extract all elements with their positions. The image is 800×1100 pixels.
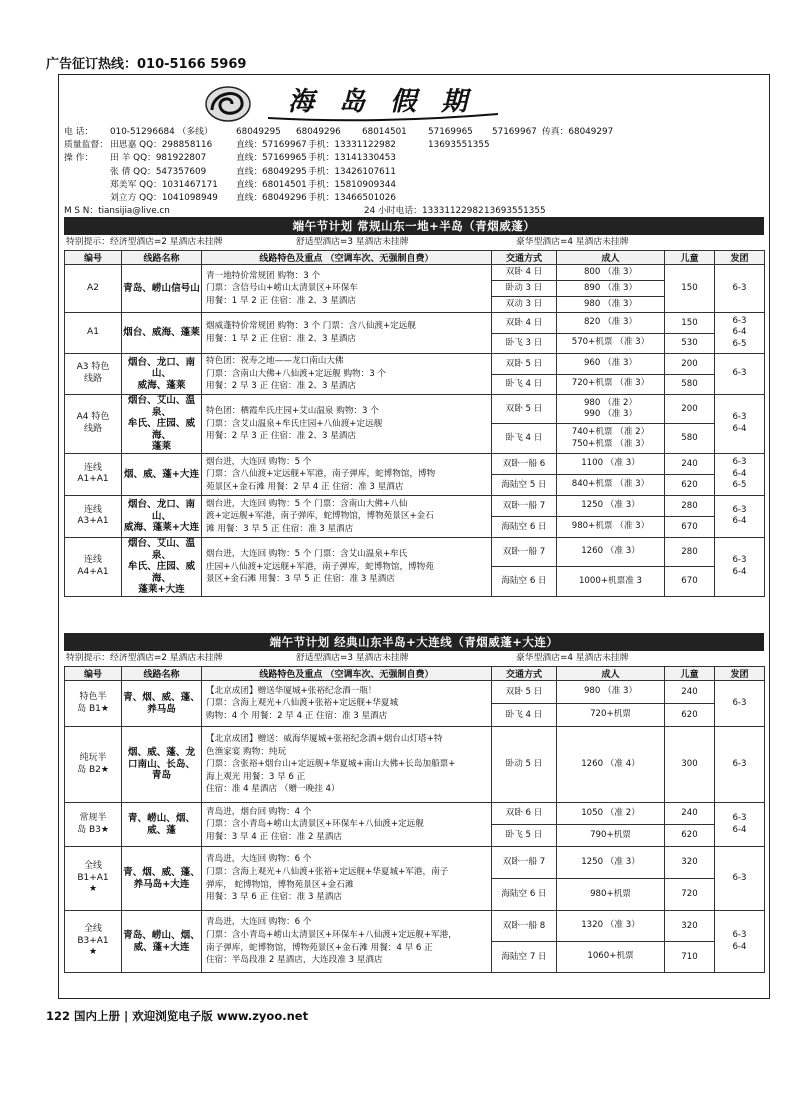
adult-price: 980+机票 xyxy=(557,879,665,911)
section-1-tip: 特别提示：经济型酒店=2 星酒店未挂牌 舒适型酒店=3 星酒店未挂牌 豪华型酒店=4 星酒店未挂牌 xyxy=(66,237,629,247)
route-features xyxy=(202,803,492,847)
route-name: 青岛、崂山、烟、 威、蓬+大连 xyxy=(122,911,202,973)
child-price: 620 xyxy=(665,474,715,495)
departure-date: 6-3 xyxy=(715,354,765,395)
contact-field: 直线： xyxy=(236,192,263,203)
child-price: 710 xyxy=(665,942,715,973)
child-price: 620 xyxy=(665,825,715,847)
adult-price: 790+机票 xyxy=(557,825,665,847)
contact-field: 直线： xyxy=(236,179,263,190)
route-code: 连线 A4+A1 xyxy=(65,537,122,596)
route-code: 连线 A3+A1 xyxy=(65,495,122,537)
departure-date: 6-3 xyxy=(715,727,765,803)
contact-field: 张 倩 QQ：547357609 xyxy=(110,166,207,177)
child-price: 280 xyxy=(665,537,715,566)
contact-field: 手机：13141330453 xyxy=(308,153,396,164)
adult-price: 820 （准 3） xyxy=(557,313,665,334)
column-header: 交通方式 xyxy=(492,251,557,265)
feature-line: 苑景区+金石滩 用餐：2 早 4 正 住宿：准 3 星酒店 xyxy=(206,481,404,492)
transport: 海陆空 6 日 xyxy=(492,516,557,537)
adult-price: 1260 （准 4） xyxy=(557,727,665,803)
child-price: 320 xyxy=(665,847,715,879)
feature-line: 用餐：1 早 2 正 住宿：准 2、3 星酒店 xyxy=(206,295,356,306)
table-row xyxy=(65,354,765,375)
child-price: 240 xyxy=(665,803,715,825)
adult-price: 720+机票 （准 3） xyxy=(557,374,665,395)
contact-field: 68049295 xyxy=(236,127,281,137)
contact-field: 57169967 xyxy=(262,140,307,151)
transport: 卧动 5 日 xyxy=(492,727,557,803)
feature-line: 特色团：祝寿之地——龙口南山大佛 xyxy=(206,356,344,367)
adult-price: 1320 （准 3） xyxy=(557,911,665,942)
transport: 双卧一船 7 xyxy=(492,537,557,566)
route-name: 烟台、艾山、温泉、 牟氏、庄园、威海、 蓬莱 xyxy=(122,395,202,454)
column-header: 交通方式 xyxy=(492,667,557,681)
table-row xyxy=(65,313,765,334)
child-price: 670 xyxy=(665,516,715,537)
page-footer: 122 国内上册 | 欢迎浏览电子版 www.zyoo.net xyxy=(46,1009,309,1023)
adult-price: 1100 （准 3） xyxy=(557,453,665,474)
adult-price: 1000+机票准 3 xyxy=(557,567,665,596)
contact-field: 操 作： xyxy=(64,153,94,164)
route-name: 青、崂山、烟、 威、蓬 xyxy=(122,803,202,847)
contact-field: 68049296 xyxy=(296,127,341,137)
section-1 xyxy=(64,217,764,597)
contact-field: 田 羊 QQ：981922807 xyxy=(110,153,207,164)
transport: 双卧 5 日 xyxy=(492,354,557,375)
transport: 海陆空 7 日 xyxy=(492,942,557,973)
feature-line: 用餐：2 早 3 正 住宿：准 2、3 星酒店 xyxy=(206,431,356,442)
column-header: 发团 xyxy=(715,251,765,265)
table-row xyxy=(65,495,765,516)
feature-line: 青岛进，大连回 购物：6 个 xyxy=(206,917,312,928)
column-header: 成人 xyxy=(557,251,665,265)
child-price: 240 xyxy=(665,453,715,474)
transport: 双动 3 日 xyxy=(492,297,557,313)
feature-line: 【北京成团】赠送：威海华厦城+张裕纪念酒+烟台山灯塔+特 xyxy=(206,734,443,745)
transport: 双卧 5 日 xyxy=(492,395,557,424)
child-price: 200 xyxy=(665,395,715,424)
route-name: 烟台、龙口、南山、 威海、蓬莱 xyxy=(122,354,202,395)
departure-date: 6-3 xyxy=(715,847,765,911)
child-price: 620 xyxy=(665,704,715,727)
feature-line: 住宿：准 4 星酒店 （赠一晚挂 4） xyxy=(206,784,340,795)
contact-field: 直线： xyxy=(236,166,263,177)
column-header: 线路名称 xyxy=(122,251,202,265)
transport: 卧飞 4 日 xyxy=(492,374,557,395)
transport: 海陆空 6 日 xyxy=(492,567,557,596)
route-features xyxy=(202,681,492,727)
column-header: 线路特色及重点 （空调车次、无强制自费） xyxy=(202,667,492,681)
feature-line: 用餐：3 早 4 正 住宿：准 2 星酒店 xyxy=(206,831,342,842)
contact-field: 手机：13331122982 xyxy=(308,140,396,151)
adult-price: 840+机票 （准 3） xyxy=(557,474,665,495)
table-row xyxy=(65,395,765,424)
feature-line: 烟威蓬特价常规团 购物：3 个 门票：含八仙渡+定远舰 xyxy=(206,321,416,332)
route-features xyxy=(202,453,492,495)
adult-price: 980 （准 3） xyxy=(557,681,665,704)
child-price: 280 xyxy=(665,495,715,516)
table-row xyxy=(65,727,765,803)
feature-line: 烟台进，大连回 购物：5 个 门票：含南山大佛+八仙 xyxy=(206,498,408,509)
column-header: 发团 xyxy=(715,667,765,681)
contact-field: M S N：tiansijia@live.cn xyxy=(64,206,170,217)
contact-field: 68049296 xyxy=(262,192,307,203)
route-name: 烟台、龙口、南山、 威海、蓬莱+大连 xyxy=(122,495,202,537)
adult-price: 720+机票 xyxy=(557,704,665,727)
feature-line: 门票：含南山大佛+八仙渡+定远舰 购物：3 个 xyxy=(206,368,387,379)
departure-date: 6-3 xyxy=(715,681,765,727)
ad-hotline: 广告征订热线：010-5166 5969 xyxy=(46,57,247,72)
child-price: 530 xyxy=(665,333,715,354)
feature-line: 门票：含海上观光+八仙渡+张裕+定远舰+华夏城 xyxy=(206,698,399,709)
table-row xyxy=(65,803,765,825)
transport: 双卧 4 日 xyxy=(492,313,557,334)
column-header: 成人 xyxy=(557,667,665,681)
feature-line: 门票：含海上观光+八仙渡+张裕+定远舰+华夏城+军港，南子 xyxy=(206,866,449,877)
feature-line: 用餐：3 早 6 正 住宿：准 3 星酒店 xyxy=(206,892,342,903)
feature-line: 门票：含小青岛+崂山太清景区+环保车+八仙渡+定远舰 xyxy=(206,819,424,830)
transport: 卧飞 4 日 xyxy=(492,704,557,727)
contact-field: 68014501 xyxy=(362,127,407,137)
transport: 双卧一船 7 xyxy=(492,495,557,516)
departure-date: 6-3 6-4 xyxy=(715,803,765,847)
feature-line: 【北京成团】赠送华厦城+张裕纪念酒一瓶！ xyxy=(206,685,377,696)
contact-field: 13693551355 xyxy=(484,206,546,217)
column-header: 编号 xyxy=(65,667,122,681)
transport: 双卧一船 8 xyxy=(492,911,557,942)
child-price: 240 xyxy=(665,681,715,704)
contact-field: 13693551355 xyxy=(428,140,490,151)
route-features xyxy=(202,537,492,596)
transport: 双卧 4 日 xyxy=(492,265,557,281)
route-code: A4 特色 线路 xyxy=(65,395,122,454)
section-2-table xyxy=(64,666,765,973)
contact-field: 直线： xyxy=(236,140,263,151)
child-price: 580 xyxy=(665,374,715,395)
child-price: 670 xyxy=(665,567,715,596)
route-name: 烟、威、蓬+大连 xyxy=(122,453,202,495)
table-row xyxy=(65,847,765,879)
feature-line: 住宿：半岛段准 2 星酒店，大连段准 3 星酒店 xyxy=(206,955,383,966)
contact-field: 刘立方 QQ：1041098949 xyxy=(110,192,218,203)
section-2-tip: 特别提示：经济型酒店=2 星酒店未挂牌 舒适型酒店=3 星酒店未挂牌 豪华型酒店=4 星酒店未挂牌 xyxy=(66,653,629,663)
column-header: 线路特色及重点 （空调车次、无强制自费） xyxy=(202,251,492,265)
child-price: 200 xyxy=(665,354,715,375)
company-logo xyxy=(198,80,538,128)
departure-date: 6-3 xyxy=(715,265,765,313)
route-features xyxy=(202,354,492,395)
route-code: 全线 B3+A1 ★ xyxy=(65,911,122,973)
table-header-row xyxy=(65,667,765,681)
adult-price: 1250 （准 3） xyxy=(557,495,665,516)
adult-price: 1260 （准 3） xyxy=(557,537,665,566)
transport: 海陆空 5 日 xyxy=(492,474,557,495)
contact-field: 24 小时电话：13331122982 xyxy=(364,206,484,217)
adult-price: 1250 （准 3） xyxy=(557,847,665,879)
svg-text:海 岛 假 期: 海 岛 假 期 xyxy=(288,87,476,117)
transport: 双卧一船 6 xyxy=(492,453,557,474)
adult-price: 740+机票 （准 2） 750+机票 （准 3） xyxy=(557,424,665,453)
adult-price: 980+机票 （准 3） xyxy=(557,516,665,537)
feature-line: 南子弹库，蛇博物馆，博物苑景区+金石滩 用餐：4 早 6 正 xyxy=(206,942,433,953)
adult-price: 1060+机票 xyxy=(557,942,665,973)
feature-line: 景区+金石滩 用餐：3 早 5 正 住宿：准 3 星酒店 xyxy=(206,574,395,585)
table-row xyxy=(65,265,765,281)
table-row xyxy=(65,911,765,942)
feature-line: 用餐：2 早 3 正 住宿：准 2、3 星酒店 xyxy=(206,381,356,392)
route-name: 烟台、艾山、温泉、 牟氏、庄园、威海、 蓬莱+大连 xyxy=(122,537,202,596)
transport: 双卧 6 日 xyxy=(492,803,557,825)
feature-line: 门票：含艾山温泉+牟氏庄园+八仙渡+定远舰 xyxy=(206,418,383,429)
route-name: 青岛、崂山信号山 xyxy=(122,265,202,313)
contact-field: 电 话： xyxy=(64,127,94,137)
contact-field: 传真：68049297 xyxy=(542,127,614,137)
column-header: 儿童 xyxy=(665,667,715,681)
section-1-table xyxy=(64,250,765,597)
feature-line: 烟台进，大连回 购物：5 个 门票：含艾山温泉+牟氏 xyxy=(206,549,408,560)
transport: 双卧一船 7 xyxy=(492,847,557,879)
swirl-logo-icon xyxy=(206,87,250,121)
adult-price: 800 （准 3） xyxy=(557,265,665,281)
feature-line: 青岛进，烟台回 购物：4 个 xyxy=(206,806,312,817)
route-features xyxy=(202,265,492,313)
departure-date: 6-3 6-4 xyxy=(715,495,765,537)
route-features xyxy=(202,395,492,454)
adult-price: 1050 （准 2） xyxy=(557,803,665,825)
route-code: 连线 A1+A1 xyxy=(65,453,122,495)
route-features xyxy=(202,727,492,803)
column-header: 编号 xyxy=(65,251,122,265)
child-price: 150 xyxy=(665,265,715,313)
feature-line: 用餐：1 早 2 正 住宿：准 2、3 星酒店 xyxy=(206,334,356,344)
route-code: A3 特色 线路 xyxy=(65,354,122,395)
table-row xyxy=(65,453,765,474)
contact-field: 010-51296684 （多线） xyxy=(110,127,213,137)
contact-field: 57169965 xyxy=(428,127,473,137)
feature-line: 庄园+八仙渡+定远舰+军港，南子弹库，蛇博物馆，博物苑 xyxy=(206,561,434,572)
feature-line: 青岛进，大连回 购物：6 个 xyxy=(206,854,312,865)
table-row xyxy=(65,537,765,566)
departure-date: 6-3 6-4 6-5 xyxy=(715,453,765,495)
feature-line: 海上观光 用餐：3 早 6 正 xyxy=(206,771,306,782)
departure-date: 6-3 6-4 xyxy=(715,537,765,596)
column-header: 儿童 xyxy=(665,251,715,265)
route-name: 烟台、威海、蓬莱 xyxy=(122,313,202,354)
transport: 卧动 3 日 xyxy=(492,281,557,297)
route-name: 烟、威、蓬、龙 口南山、长岛、 青岛 xyxy=(122,727,202,803)
feature-line: 特色团：栖霞牟氏庄园+艾山温泉 购物：3 个 xyxy=(206,406,379,417)
route-code: A1 xyxy=(65,313,122,354)
child-price: 300 xyxy=(665,727,715,803)
contact-field: 57169965 xyxy=(262,153,307,164)
section-2-title: 端午节计划 经典山东半岛+大连线（青烟威蓬+大连） xyxy=(64,633,764,651)
feature-line: 色渔家宴 购物：纯玩 xyxy=(206,746,287,757)
contact-field: 直线： xyxy=(236,153,263,164)
route-features xyxy=(202,495,492,537)
adult-price: 980 （准 3） xyxy=(557,297,665,313)
table-header-row xyxy=(65,251,765,265)
contact-field: 57169967 xyxy=(492,127,537,137)
adult-price: 890 （准 3） xyxy=(557,281,665,297)
column-header: 线路名称 xyxy=(122,667,202,681)
route-code: 常规半 岛 B3★ xyxy=(65,803,122,847)
contact-field: 手机：15810909344 xyxy=(308,179,396,190)
feature-line: 烟台进，大连回 购物：5 个 xyxy=(206,456,312,467)
contact-field: 郑美军 QQ：1031467171 xyxy=(110,179,218,190)
route-features xyxy=(202,847,492,911)
child-price: 580 xyxy=(665,424,715,453)
contact-field: 手机：13466501026 xyxy=(308,192,396,203)
feature-line: 门票：含小青岛+崂山太清景区+环保车+八仙渡+定远舰+军港， xyxy=(206,929,457,940)
contact-field: 68014501 xyxy=(262,179,307,190)
feature-line: 门票：含八仙渡+定远舰+军港，南子弹库，蛇博物馆，博物 xyxy=(206,469,436,480)
departure-date: 6-3 6-4 xyxy=(715,911,765,973)
route-code: 纯玩半 岛 B2★ xyxy=(65,727,122,803)
feature-line: 青一地特价常规团 购物：3 个 xyxy=(206,270,321,281)
transport: 卧飞 4 日 xyxy=(492,424,557,453)
adult-price: 960 （准 3） xyxy=(557,354,665,375)
table-row xyxy=(65,681,765,704)
section-2 xyxy=(64,633,764,973)
transport: 卧飞 3 日 xyxy=(492,333,557,354)
child-price: 320 xyxy=(665,911,715,942)
adult-price: 570+机票 （准 3） xyxy=(557,333,665,354)
route-name: 青、烟、威、蓬、 养马岛+大连 xyxy=(122,847,202,911)
route-code: 全线 B1+A1 ★ xyxy=(65,847,122,911)
contact-field: 质量监督： xyxy=(64,140,108,151)
feature-line: 渡+定远舰+军港，南子弹库，蛇博物馆，博物苑景区+金石 xyxy=(206,511,434,522)
route-features xyxy=(202,313,492,354)
contact-field: 田思嘉 QQ：298858116 xyxy=(110,140,213,151)
child-price: 720 xyxy=(665,879,715,911)
route-features xyxy=(202,911,492,973)
contact-field: 手机：13426107611 xyxy=(308,166,396,177)
feature-line: 购物：4 个 用餐：2 早 4 正 住宿：准 3 星酒店 xyxy=(206,710,388,721)
feature-line: 门票：含张裕+烟台山+定远舰+华夏城+南山大佛+长岛加船票+ xyxy=(206,759,456,770)
route-name: 青、烟、威、蓬、 养马岛 xyxy=(122,681,202,727)
route-code: 特色半 岛 B1★ xyxy=(65,681,122,727)
contact-field: 68049295 xyxy=(262,166,307,177)
section-1-title: 端午节计划 常规山东一地+半岛（青烟威蓬） xyxy=(64,217,764,235)
transport: 卧飞 5 日 xyxy=(492,825,557,847)
adult-price: 980 （准 2） 990 （准 3） xyxy=(557,395,665,424)
transport: 双卧 5 日 xyxy=(492,681,557,704)
feature-line: 门票：含信号山+崂山太清景区+环保车 xyxy=(206,283,358,294)
departure-date: 6-3 6-4 xyxy=(715,395,765,454)
child-price: 150 xyxy=(665,313,715,334)
transport: 海陆空 6 日 xyxy=(492,879,557,911)
departure-date: 6-3 6-4 6-5 xyxy=(715,313,765,354)
route-code: A2 xyxy=(65,265,122,313)
feature-line: 滩 用餐：3 早 5 正 住宿：准 3 星酒店 xyxy=(206,523,354,534)
feature-line: 弹库， 蛇博物馆，博物苑景区+金石滩 xyxy=(206,879,354,890)
